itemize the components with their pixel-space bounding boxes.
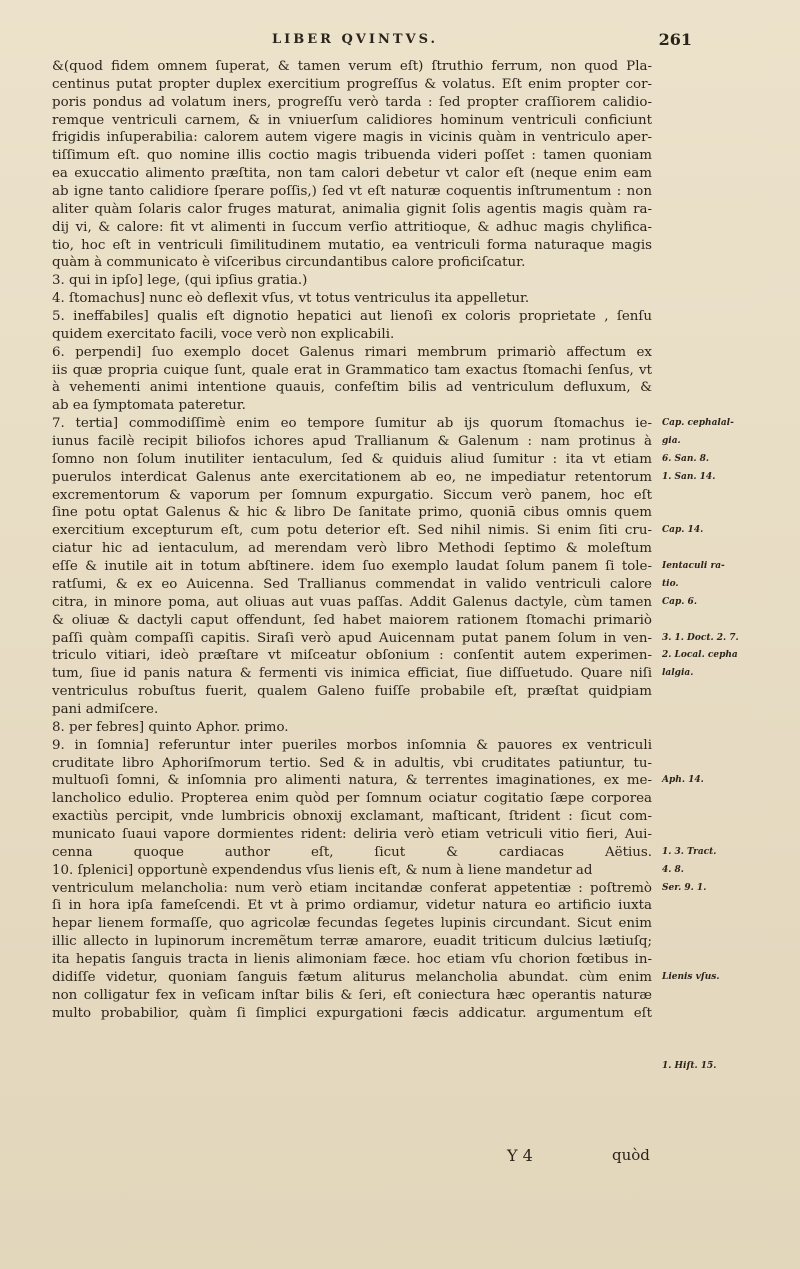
text-line: centinus putat propter duplex exercitium progreſſus & volatus. Eſt enim propter cor- — [52, 76, 652, 92]
text-line: pani admiſcere. — [52, 701, 159, 717]
text-line: 7. tertia] commodiſſimè enim eo tempore ſumitur ab ijs quorum ſtomachus ie- — [52, 416, 652, 432]
text-line: citra, in minore poma, aut oliuas aut vuas paſſas. Addit Galenus dactyle, cùm tamen — [52, 594, 652, 610]
running-head: LIBER QVINTVS. — [272, 32, 439, 47]
margin-note: 6. San. 8. — [662, 453, 710, 464]
margin-note: 1. San. 14. — [662, 471, 716, 482]
page-header — [52, 30, 692, 54]
text-line: ea exuccatio alimento præſtita, non tam calori debetur vt calor eſt (neque enim eam — [52, 166, 652, 182]
page-number: 261 — [658, 30, 692, 49]
page-footer — [52, 1146, 692, 1170]
text-line: ventriculum melancholia: num verò etiam incitandæ conferat appetentiæ : poſtremò — [52, 880, 652, 896]
margin-note: 4. 8. — [662, 864, 684, 875]
text-line: exercitium excepturum eſt, cum potu deterior eſt. Sed nihil nimis. Si enim ſiti cru- — [52, 523, 652, 539]
margin-note: 3. 1. Doct. 2. 7. — [662, 632, 739, 643]
text-line: ab ea ſymptomata pateretur. — [52, 398, 246, 414]
text-line: municato ſuaui vapore dormientes rident: deliria verò etiam vetriculi vitio fieri, Aui- — [52, 826, 652, 842]
text-line: ciatur hic ad ientaculum, ad merendam verò libro Methodi ſeptimo & moleſtum — [52, 541, 652, 557]
text-line: ventriculus robuſtus fuerit, qualem Galeno fuiſſe probabile eſt, præſtat quidpiam — [52, 684, 652, 700]
text-line: puerulos interdicat Galenus ante exercitationem ab eo, ne impediatur retentorum — [52, 469, 652, 485]
margin-note: Cap. cephalal- — [662, 418, 734, 429]
margin-note: lalgia. — [662, 668, 694, 679]
text-line: ſi in hora ipſa fameſcendi. Et vt à primo ordiamur, videtur natura eo artificio iuxta — [52, 898, 652, 914]
text-line: tiſſimum eſt. quo nomine illis coctio magis tribuenda videri poſſet : tamen quoniam — [52, 148, 652, 164]
text-line: frigidis inſuperabilia: calorem autem vigere magis in vicinis quàm in ventriculo aper- — [52, 130, 652, 146]
text-line: multuoſi ſomni, & inſomnia pro alimenti natura, & terrentes imaginationes, ex me- — [52, 773, 652, 789]
catchword: quòd — [612, 1146, 650, 1164]
text-line: illic allecto in lupinorum incremẽtum terræ amarore, euadit triticum dulcius lætiuſq; — [52, 934, 652, 950]
text-line: ſomno non ſolum inutiliter ientaculum, ſed & quiduis aliud ſumitur : ita vt etiam — [52, 451, 652, 467]
text-line: excrementorum & vaporum per ſomnum expurgatio. Siccum verò panem, hoc eſt — [52, 487, 652, 503]
text-line: à vehementi animi intentione quauis, confeſtim bilis ad ventriculum defluxum, & — [52, 380, 652, 396]
margin-note: Aph. 14. — [662, 775, 704, 786]
text-line: cruditate libro Aphoriſmorum tertio. Sed & in adultis, vbi cruditates patiuntur, tu- — [52, 755, 652, 771]
text-line: multo probabilior, quàm ſi ſimplici expurgationi fæcis addicatur. argumentum eſt — [52, 1005, 652, 1021]
text-line: iunus facilè recipit biliofos ichores apud Trallianum & Galenum : nam protinus à — [52, 434, 652, 450]
text-line: ſine potu optat Galenus & hic & libro De ſanitate primo, quoniā cibus omnis quem — [52, 505, 652, 521]
text-line: tio, hoc eſt in ventriculi ſimilitudinem mutatio, ea ventriculi forma naturaque magis — [52, 237, 652, 253]
text-line: ratſumi, & ex eo Auicenna. Sed Trallianus commendat in valido ventriculi calore — [52, 576, 652, 592]
text-line: ab igne tanto calidiore ſperare poſſis,) ſed vt eſt naturæ coquentis inſtrumentum : non — [52, 184, 652, 200]
text-line: remque ventriculi carnem, & in vniuerſum calidiores hominum ventriculi conficiunt — [52, 112, 652, 128]
text-line: &(quod fidem omnem ſuperat, & tamen verum eſt) ſtruthio ferrum, non quod Pla- — [52, 59, 652, 74]
text-line: cenna quoque author eſt, ſicut & cardiacas Aëtius. — [52, 844, 652, 860]
margin-note: Ientaculi ra- — [662, 561, 725, 572]
text-line: quidem exercitato facili, voce verò non explicabili. — [52, 326, 395, 342]
text-line: non colligatur fex in veſicam inſtar bilis & ſeri, eſt coniectura hæc operantis naturæ — [52, 987, 652, 1003]
margin-note: Cap. 6. — [662, 596, 697, 607]
text-line: dij vi, & calore: fit vt alimenti in ſuccum verſio attritioque, & adhuc magis chylifica- — [52, 219, 652, 235]
text-line: 3. qui in ipſo] lege, (qui ipſius gratia.) — [52, 273, 308, 289]
margin-note: Ser. 9. 1. — [662, 882, 707, 893]
text-line: triculo vitiari, ideò præſtare vt miſceatur obſonium : conſentit autem experimen- — [52, 648, 652, 664]
text-line: lancholico edulio. Propterea enim quòd per ſomnum ociatur cogitatio ſæpe corporea — [52, 791, 652, 807]
text-line: 10. ſplenici] opportunè expendendus vſus lienis eſt, & num à liene mandetur ad — [52, 862, 593, 878]
margin-note: Cap. 14. — [662, 525, 704, 536]
text-line: quàm à communicato è viſceribus circundantibus calore proficiſcatur. — [52, 255, 526, 271]
text-line: 4. ſtomachus] nunc eò deflexit vſus, vt totus ventriculus ita appelletur. — [52, 291, 530, 307]
text-line: 6. perpendi] ſuo exemplo docet Galenus rimari membrum primariò affectum ex — [52, 344, 652, 360]
text-line: eſſe & inutile ait in totum abſtinere. idem ſuo exemplo laudat ſolum panem ſi tole- — [52, 559, 652, 575]
text-line: exactiùs percipit, vnde lumbricis obnoxij exclamant, maſticant, ſtrident : ſicut com- — [52, 809, 652, 825]
margin-note: Lienis vſus. — [662, 971, 720, 982]
main-text-block — [52, 58, 652, 1022]
text-line: aliter quàm ſolaris calor fruges maturat, animalia gignit ſolis agentis magis quàm ra- — [52, 201, 652, 217]
text-line: didiſſe videtur, quoniam ſanguis fætum aliturus melancholia abundat. cùm enim — [52, 969, 652, 985]
text-line: 5. ineffabiles] qualis eſt dignotio hepatici aut lienoſi ex coloris proprietate , ſenſu — [52, 309, 652, 325]
signature-mark: Y 4 — [507, 1146, 533, 1165]
margin-note: 1. 3. Tract. — [662, 846, 717, 857]
text-line: paſſi quàm compaſſi capitis. Siraſi verò apud Auicennam putat panem ſolum in ven- — [52, 630, 652, 646]
text-line: tum, ſiue id panis natura & fermenti vis inimica efficiat, ſiue diſſuetudo. Quare niſi — [52, 666, 652, 682]
text-line: & oliuæ & dactyli caput offendunt, ſed habet maiorem rationem ſtomachi primariò — [52, 612, 652, 628]
text-line: ita hepatis ſanguis tracta in lienis alimoniam fæce. hoc etiam vſu chorion fœtibus in- — [52, 951, 652, 967]
text-line: hepar lienem formaſſe, quo agricolæ fecundas ſegetes lupinis circundant. Sicut enim — [52, 916, 652, 932]
text-line: poris pondus ad volatum iners, progreſſu verò tarda : ſed propter craſſiorem calidio- — [52, 94, 652, 110]
text-line: 8. per febres] quinto Aphor. primo. — [52, 719, 289, 735]
margin-note: 1. Hiſt. 15. — [662, 1061, 717, 1072]
text-line: 9. in ſomnia] referuntur inter pueriles morbos inſomnia & pauores ex ventriculi — [52, 737, 652, 753]
margin-note: 2. Local. cepha — [662, 650, 738, 661]
text-line: iis quæ propria cuique ſunt, quale erat in Grammatico tam exactus ſtomachi ſenſus, vt — [52, 362, 652, 378]
margin-note: tio. — [662, 578, 679, 589]
margin-note: gia. — [662, 436, 681, 447]
